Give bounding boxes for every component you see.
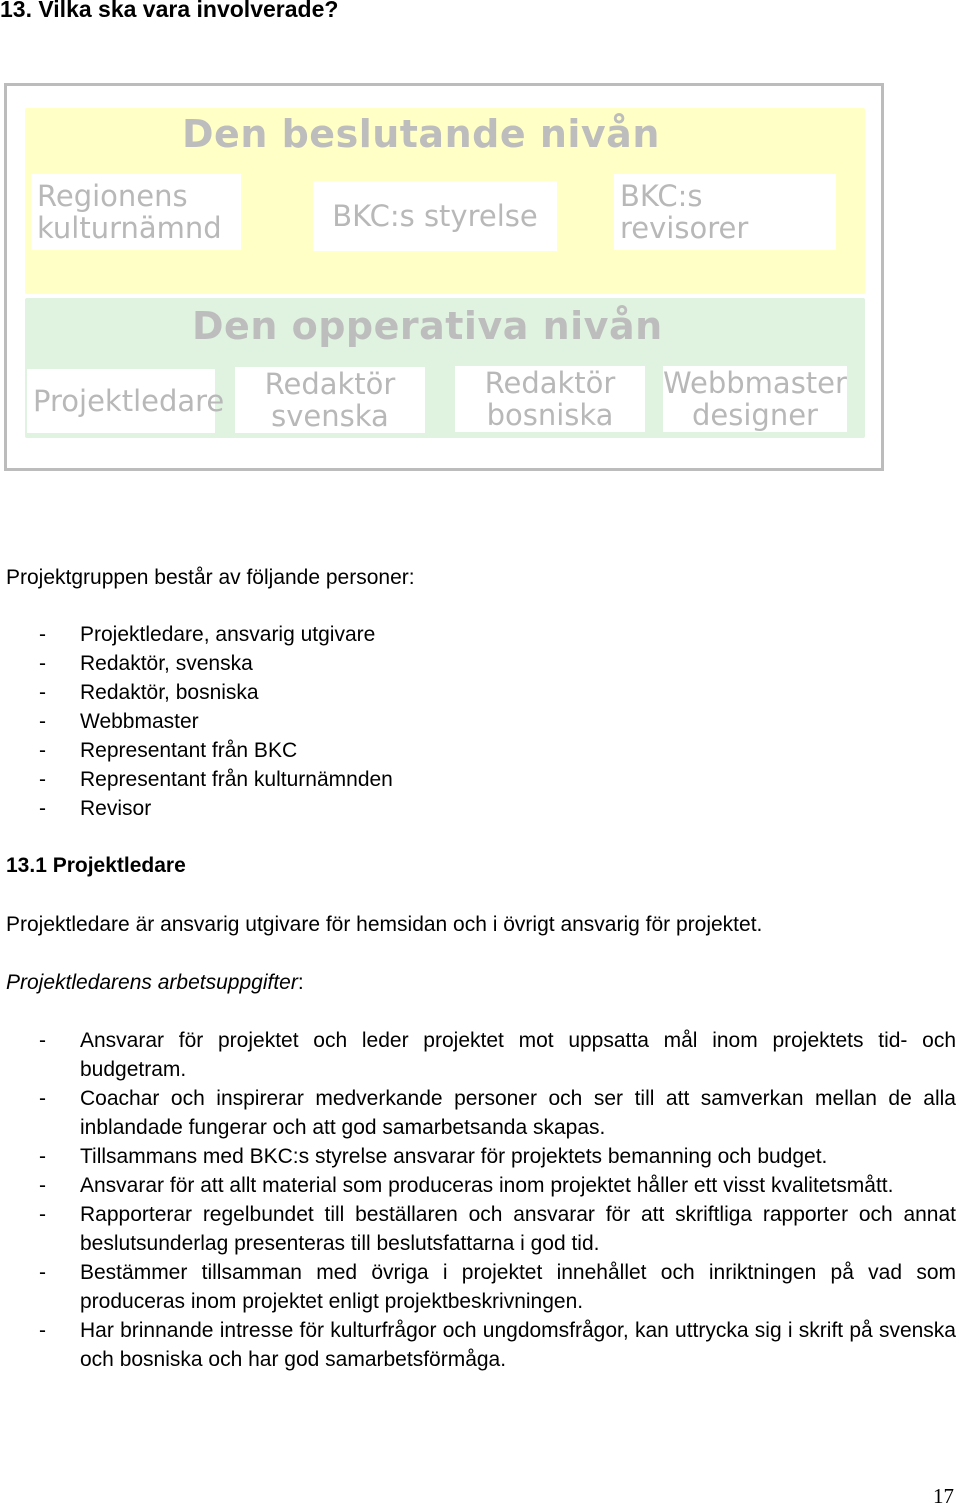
org-box-bkc-styrelse: BKC:s styrelse — [313, 181, 557, 251]
group-member-list — [6, 620, 393, 823]
page-number: 17 — [933, 1484, 954, 1508]
list-item: - Ansvarar för att allt material som produceras inom projektet håller ett visst kvalitetsmått. — [39, 1174, 894, 1197]
operative-level-title: Den opperativa nivån — [192, 304, 663, 348]
decision-level-title: Den beslutande nivån — [182, 112, 660, 156]
org-box-projektledare: Projektledare — [27, 369, 215, 433]
list-item: - Har brinnande intresse för kulturfrågor och ungdomsfrågor, kan uttrycka sig i skrift på svenska och bosniska och har god samarbetsförmåga. — [39, 1319, 956, 1371]
list-item: - Representant från kulturnämnden — [39, 768, 393, 791]
subsection-intro: Projektledare är ansvarig utgivare för hemsidan och i övrigt ansvarig för projektet. — [6, 913, 763, 936]
task-list — [6, 1026, 956, 1374]
org-box-redaktor-svenska: Redaktör svenska — [235, 367, 425, 433]
subsection-title: 13.1 Projektledare — [6, 854, 186, 877]
org-box-webbmaster-designer: Webbmaster designer — [663, 366, 847, 432]
tasks-label: Projektledarens arbetsuppgifter: — [6, 971, 304, 994]
section-heading: 13. Vilka ska vara involverade? — [0, 0, 339, 22]
group-intro: Projektgruppen består av följande personer: — [6, 566, 415, 589]
list-item: - Tillsammans med BKC:s styrelse ansvarar för projektets bemanning och budget. — [39, 1145, 828, 1168]
list-item: - Projektledare, ansvarig utgivare — [39, 623, 376, 646]
list-item: - Webbmaster — [39, 710, 199, 733]
org-box-regionens-kulturnamnd: Regionens kulturnämnd — [31, 174, 241, 250]
organization-chart — [4, 83, 884, 471]
list-item: - Coachar och inspirerar medverkande personer och ser till att samverkan mellan de alla inblandade fungerar och att god samarbetsanda skapas. — [39, 1087, 956, 1139]
list-item: - Revisor — [39, 797, 152, 820]
org-box-bkc-revisorer: BKC:s revisorer — [614, 174, 836, 250]
org-box-redaktor-bosniska: Redaktör bosniska — [455, 366, 645, 432]
list-item: - Redaktör, svenska — [39, 652, 253, 675]
list-item: - Ansvarar för projektet och leder projektet mot uppsatta mål inom projektets tid- och budgetram. — [39, 1029, 956, 1081]
list-item: - Bestämmer tillsamman med övriga i projektet innehållet och inriktningen på vad som produceras inom projektet enligt projektbeskrivningen. — [39, 1261, 956, 1313]
list-item: - Rapporterar regelbundet till beställaren och ansvarar för att skriftliga rapporter och annat beslutsunderlag presenteras till beslutsfattarna i god tid. — [39, 1203, 956, 1255]
list-item: - Representant från BKC — [39, 739, 298, 762]
list-item: - Redaktör, bosniska — [39, 681, 259, 704]
